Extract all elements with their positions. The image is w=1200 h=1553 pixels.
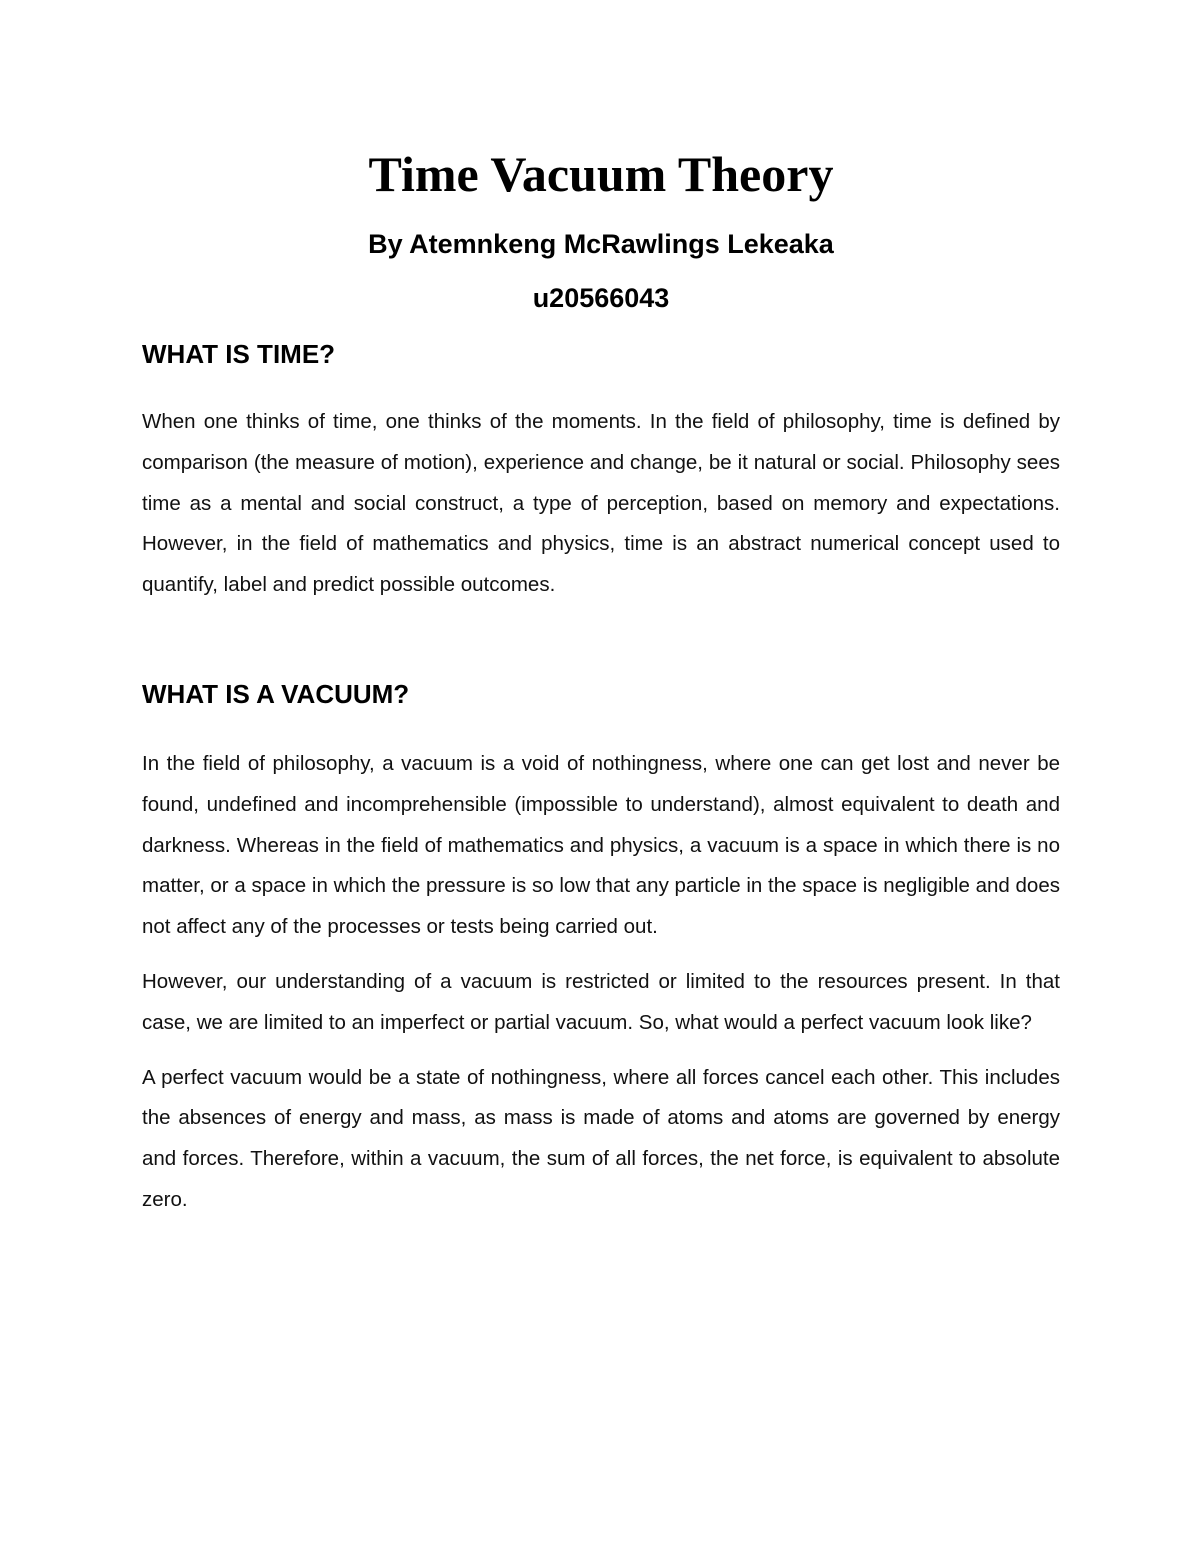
paragraph: When one thinks of time, one thinks of the moments. In the field of philosophy, time is defined by comparison (the measure of motion), experience and change, be it natural or social. Philosophy sees time as a mental and social construct, a type of perception, based on memory and expectations. However, in the field of mathematics and physics, time is an abstract numerical concept used to quantify, label and predict possible outcomes. xyxy=(142,410,1060,597)
author-line: By Atemnkeng McRawlings Lekeaka xyxy=(368,229,834,259)
section-what-is-time xyxy=(142,336,1060,606)
section-heading: WHAT IS A VACUUM? xyxy=(142,678,410,709)
document-page xyxy=(142,140,1060,1221)
document-title: Time Vacuum Theory xyxy=(368,146,834,202)
paragraph: A perfect vacuum would be a state of nothingness, where all forces cancel each other. This includes the absences of energy and mass, as mass is made of atoms and atoms are governed by energy and forces. Therefore, within a vacuum, the sum of all forces, the net force, is equivalent to absolute zero. xyxy=(142,1065,1060,1211)
section-what-is-a-vacuum xyxy=(142,676,1060,1221)
student-id: u20566043 xyxy=(532,283,670,313)
section-heading: WHAT IS TIME? xyxy=(142,339,336,369)
paragraph: However, our understanding of a vacuum is restricted or limited to the resources present. In that case, we are limited to an imperfect or partial vacuum. So, what would a perfect vacuum look like? xyxy=(142,969,1060,1034)
paragraph: In the field of philosophy, a vacuum is a void of nothingness, where one can get lost and never be found, undefined and incomprehensible (impossible to understand), almost equivalent to death and darkness. Whereas in the field of mathematics and physics, a vacuum is a space in which there is no matter, or a space in which the pressure is so low that any particle in the space is negligible and does not affect any of the processes or tests being carried out. xyxy=(142,751,1060,939)
